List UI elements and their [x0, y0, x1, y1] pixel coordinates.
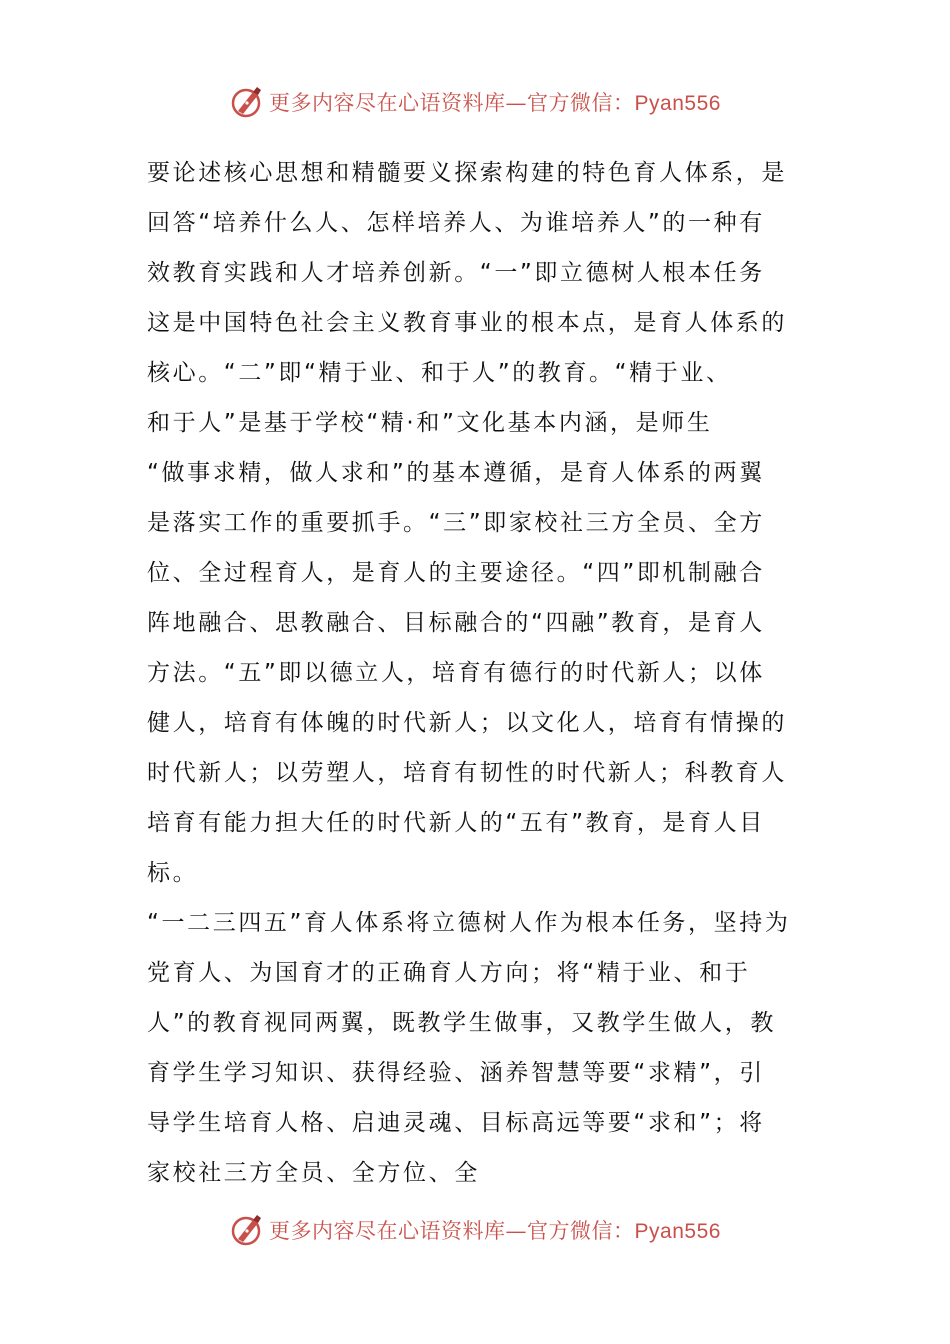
- text-line: 这是中国特色社会主义教育事业的根本点，是育人体系的: [147, 310, 787, 336]
- text-line: 党育人、为国育才的正确育人方向；将“精于业、和于: [147, 960, 751, 986]
- text-line: 和于人”是基于学校“精·和”文化基本内涵，是师生: [147, 410, 713, 436]
- text-line: 阵地融合、思教融合、目标融合的“四融”教育，是育人: [147, 610, 765, 636]
- pen-nib-circle-icon: [229, 1212, 265, 1248]
- footer-wechat-id: Pyan556: [634, 1220, 721, 1243]
- footer-banner-text: 更多内容尽在心语资料库—官方微信：Pyan556: [269, 1219, 721, 1243]
- header-banner: [0, 82, 950, 122]
- text-line: 育学生学习知识、获得经验、涵养智慧等要“求精”，引: [147, 1060, 765, 1086]
- text-line: “一二三四五”育人体系将立德树人作为根本任务，坚持为: [147, 910, 791, 936]
- text-line: 效教育实践和人才培养创新。“一”即立德树人根本任务: [147, 260, 765, 286]
- text-line: 导学生培育人格、启迪灵魂、目标高远等要“求和”；将: [147, 1110, 765, 1136]
- text-line: 健人，培育有体魄的时代新人；以文化人，培育有情操的: [147, 710, 787, 736]
- text-line: 方法。“五”即以德立人，培育有德行的时代新人；以体: [147, 660, 765, 686]
- header-banner-text: 更多内容尽在心语资料库—官方微信：Pyan556: [269, 91, 721, 115]
- text-line: 要论述核心思想和精髓要义探索构建的特色育人体系，是: [147, 160, 787, 186]
- text-line: 回答“培养什么人、怎样培养人、为谁培养人”的一种有: [147, 210, 765, 236]
- pen-nib-circle-icon: [229, 84, 265, 120]
- text-line: 位、全过程育人，是育人的主要途径。“四”即机制融合: [147, 560, 765, 586]
- text-line: 核心。“二”即“精于业、和于人”的教育。“精于业、: [147, 360, 732, 386]
- text-line: 家校社三方全员、全方位、全: [147, 1160, 480, 1186]
- text-line: 时代新人；以劳塑人，培育有韧性的时代新人；科教育人: [147, 760, 787, 786]
- text-line: 标。: [147, 860, 199, 886]
- text-line: 是落实工作的重要抓手。“三”即家校社三方全员、全方: [147, 510, 765, 536]
- text-line: “做事求精，做人求和”的基本遵循，是育人体系的两翼: [147, 460, 765, 486]
- footer-banner: [0, 1210, 950, 1250]
- text-line: 培育有能力担大任的时代新人的“五有”教育，是育人目: [147, 810, 765, 836]
- body-text: [147, 148, 807, 1198]
- header-wechat-id: Pyan556: [634, 92, 721, 115]
- text-line: 人”的教育视同两翼，既教学生做事，又教学生做人，教: [147, 1010, 776, 1036]
